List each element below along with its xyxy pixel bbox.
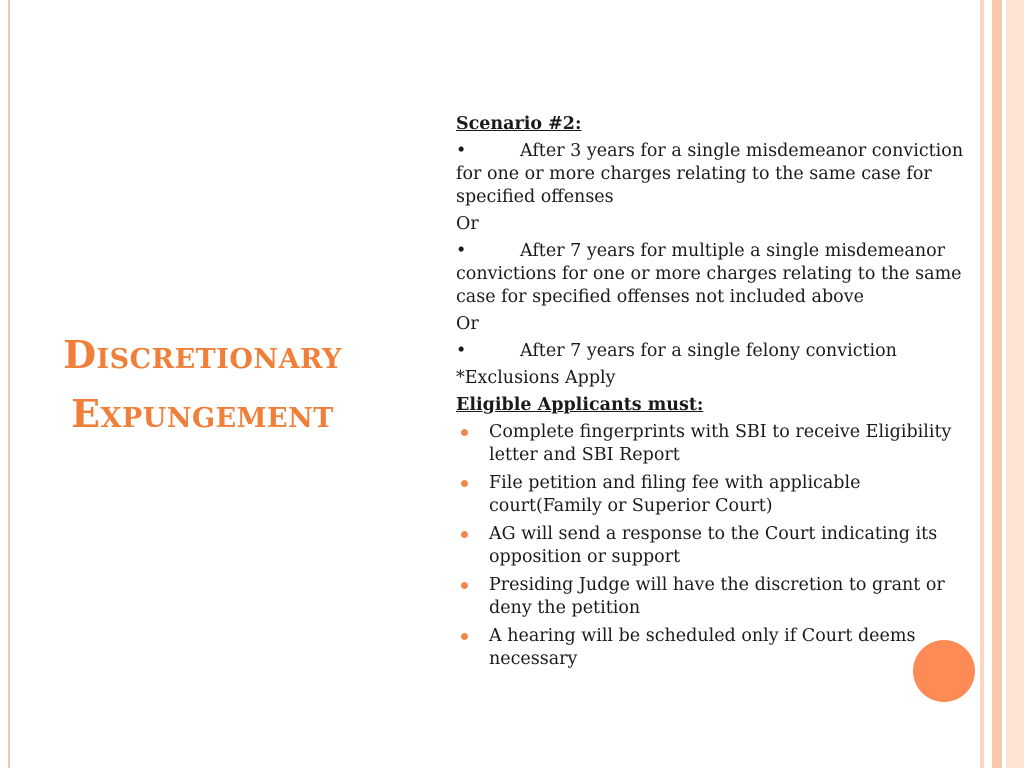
slide-title — [20, 328, 385, 446]
decorative-circle — [913, 640, 975, 702]
title-line-1: DISCRETIONARY — [63, 332, 342, 377]
list-item: A hearing will be scheduled only if Court deems necessary — [456, 625, 968, 671]
bullet-dot: • — [456, 141, 467, 161]
right-decorative-stripes — [980, 0, 1024, 768]
scenario-item-2: • After 7 years for multiple a single misdemeanor convictions for one or more charges relating to the same case for specified offenses not included above — [456, 241, 962, 307]
slide-content — [456, 113, 968, 676]
bullet-dot-icon — [461, 429, 468, 436]
stripe-2 — [992, 0, 1002, 768]
bullet-dot: • — [456, 241, 467, 261]
bullet-dot-icon — [461, 531, 468, 538]
list-item: Presiding Judge will have the discretion to grant or deny the petition — [456, 574, 968, 620]
list-item: File petition and filing fee with applicable court(Family or Superior Court) — [456, 472, 968, 518]
bullet-dot-icon — [461, 480, 468, 487]
stripe-3 — [1006, 0, 1024, 768]
list-item: Complete fingerprints with SBI to receive Eligibility letter and SBI Report — [456, 421, 968, 467]
scenario-heading: Scenario #2: — [456, 114, 582, 134]
bullet-dot-icon — [461, 633, 468, 640]
title-line-2: EXPUNGEMENT — [71, 391, 334, 436]
exclusions-note: *Exclusions Apply — [456, 368, 616, 388]
left-border-line — [8, 0, 10, 768]
scenario-item-1: • After 3 years for a single misdemeanor conviction for one or more charges relating to the same case for specified offenses — [456, 141, 964, 207]
eligible-heading: Eligible Applicants must: — [456, 395, 704, 415]
or-label: Or — [456, 314, 479, 334]
bullet-dot: • — [456, 341, 467, 361]
stripe-gap-1 — [984, 0, 992, 768]
eligible-list — [456, 421, 968, 671]
bullet-dot-icon — [461, 582, 468, 589]
list-item: AG will send a response to the Court indicating its opposition or support — [456, 523, 968, 569]
or-label: Or — [456, 214, 479, 234]
scenario-item-3: • After 7 years for a single felony conviction — [456, 341, 897, 361]
